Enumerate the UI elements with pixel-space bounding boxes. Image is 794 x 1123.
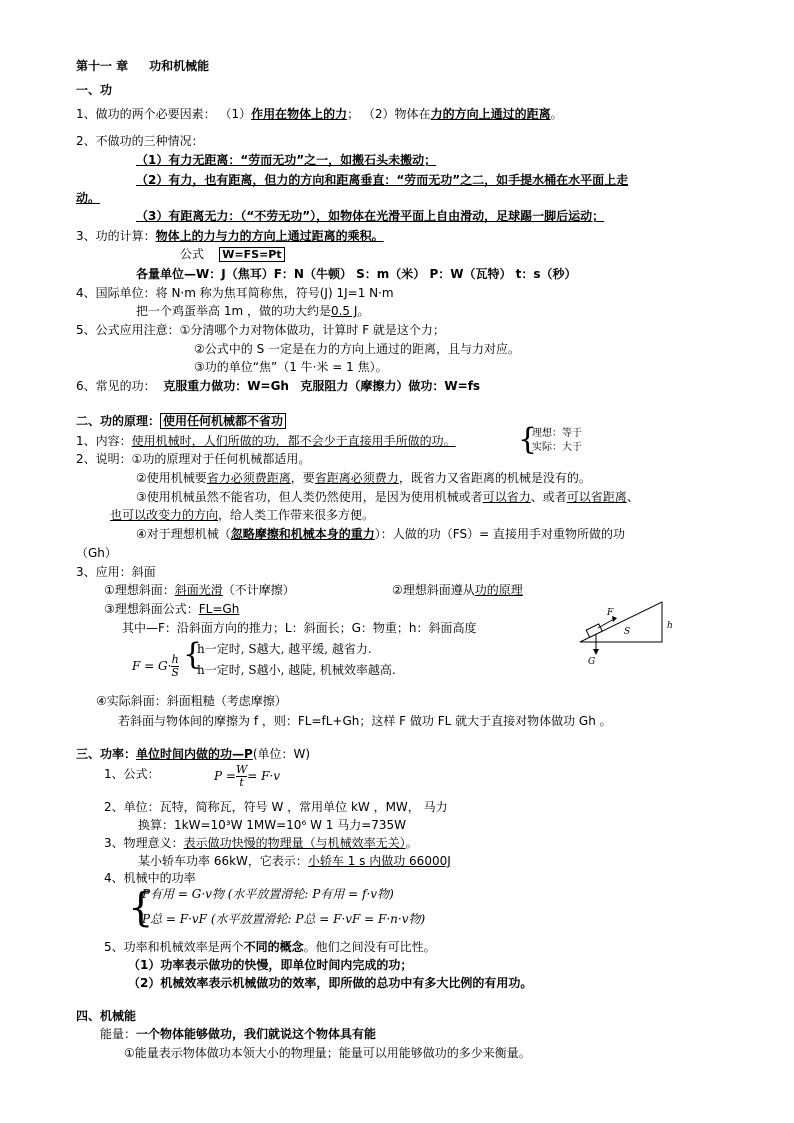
s3-line-7 (104, 939, 436, 955)
s2-line-2: 2、说明：①功的原理对于任何机械都适用。 (76, 452, 311, 466)
brace-icon: { (128, 885, 154, 931)
text: 、或者 (530, 490, 567, 504)
text: 。 (405, 836, 418, 850)
fraction (236, 764, 247, 789)
chapter-name: 功和机械能 (149, 59, 210, 73)
text: ②使用机械要 (136, 471, 207, 485)
text: 3、功的计算： (76, 229, 156, 243)
text: 。 (357, 304, 370, 318)
s2-line-1 (76, 433, 456, 449)
numerator: h (171, 653, 179, 666)
text: 6、常见的功： (76, 379, 156, 393)
text: 。他们之间没有可比性。 (303, 940, 436, 954)
text: ，既省力又省距离的机械是没有的。 (398, 471, 591, 485)
fig-label-G: G (588, 657, 596, 667)
block-icon (586, 624, 602, 637)
text: 把一个鸡蛋举高 1m ，做的功大约是 (136, 304, 331, 318)
s2-line-7: （Gh） (76, 546, 117, 560)
text: 某小轿车功率 66kW，它表示： (138, 854, 308, 868)
s2-line-8: 3、应用：斜面 (76, 565, 156, 579)
numerator: W (235, 763, 248, 776)
text: 。 (550, 107, 563, 121)
text: 1、内容： (76, 434, 132, 448)
s1-line-2: 2、不做功的三种情况： (76, 134, 204, 148)
text: = F·v (247, 769, 281, 783)
s2-line-3 (136, 470, 591, 486)
principle-box: 使用任何机械都不省功 (160, 413, 286, 429)
text: 单位时间内做的功—P (136, 747, 253, 761)
text: 忽略摩擦和机械本身的重力 (230, 527, 375, 541)
text: ③使用机械虽然不能省功，但人类仍然使用，是因为使用机械或者 (136, 490, 483, 504)
denominator: t (239, 776, 244, 789)
text: FL=Gh (198, 602, 240, 616)
text: 克服阻力（摩擦力）做功：W=fs (300, 379, 481, 393)
s3-line-4 (104, 835, 418, 851)
s3-line-2: 2、单位：瓦特，简称瓦，符号 W ，常用单位 kW ，MW， 马力 (104, 800, 448, 814)
side-note-ideal: 理想：等于 (532, 428, 582, 439)
gravity-arrowhead (593, 649, 599, 655)
text: 也可以改变力的方向 (110, 508, 219, 522)
brace-icon: { (518, 422, 538, 457)
incline-diagram (574, 598, 694, 670)
s3-line-6: 4、机械中的功率 (104, 871, 196, 885)
s3-line-9: （2）机械效率表示机械做功的效率，即所做的总功中有多大比例的有用功。 (128, 976, 533, 990)
s2-line-12: ④实际斜面：斜面粗糙（考虑摩擦） (96, 694, 287, 708)
s1-line-6 (76, 228, 384, 244)
text: 使用机械时，人们所做的功，都不会少于直接用手所做的功。 (131, 434, 456, 448)
s2-line-9 (104, 582, 295, 598)
s1-line-13: ③功的单位“焦”（1 牛·米 = 1 焦）。 (194, 360, 388, 374)
s3-line-8: （1）功率表示做功的快慢，即单位时间内完成的功； (128, 958, 413, 972)
s2-line-9-right (392, 582, 523, 598)
incline-formula-lhs (132, 654, 179, 679)
s4-line-1 (100, 1026, 376, 1042)
text: 物体上的力与力的方向上通过距离的乘积。 (155, 229, 384, 243)
chapter-title (76, 58, 209, 74)
text: 能量： (100, 1027, 137, 1041)
text: ③理想斜面公式： (104, 602, 199, 616)
text: 3、物理意义： (104, 836, 184, 850)
text: 作用在物体上的力 (251, 107, 348, 121)
text: 0.5 J (330, 304, 358, 318)
text: 力的方向上通过的距离 (430, 107, 551, 121)
incline-case-2: h一定时, S越小, 越陡, 机械效率越高. (197, 663, 396, 677)
s1-line-12: ②公式中的 S 一定是在力的方向上通过的距离，且与力对应。 (194, 342, 521, 356)
text: 1、做功的两个必要因素： （1） (76, 107, 252, 121)
s3-line-3: 换算：1kW=10³W 1MW=10⁶ W 1 马力=735W (138, 818, 407, 832)
text: （不计摩擦） (222, 583, 295, 597)
text: 二、功的原理： (76, 414, 161, 428)
text: 省距离必须费力 (314, 471, 399, 485)
formula-box: W=FS=Pt (219, 247, 284, 262)
text: 、 (626, 490, 639, 504)
s2-line-13: 若斜面与物体间的摩擦为 f ，则：FL=fL+Gh；这样 F 做功 FL 就大于直接对物体做功 Gh 。 (118, 714, 612, 728)
s1-line-3: （1）有力无距离：“劳而无功”之一，如搬石头未搬动； (136, 153, 437, 167)
fig-label-h: h (667, 621, 673, 631)
section-2-heading (76, 413, 286, 429)
s4-line-2: ①能量表示物体做功本领大小的物理量；能量可以用能够做功的多少来衡量。 (124, 1046, 531, 1060)
text: 表示做功快慢的物理量（与机械效率无关） (183, 836, 406, 850)
power-total-formula: P总 = F·vF (水平放置滑轮: P总 = F·vF = F·n·v物) (142, 912, 426, 926)
denominator: S (171, 666, 179, 679)
s1-line-4: （2）有力，也有距离，但力的方向和距离垂直：“劳而无功”之二，如手提水桶在水平面上走 (136, 173, 629, 187)
text: 省力必须费距离 (206, 471, 291, 485)
s1-line-9: 4、国际单位：将 N·m 称为焦耳简称焦，符号(J) 1J=1 N·m (76, 286, 394, 300)
text: 小轿车 1 s 内做功 66000J (307, 854, 451, 868)
text: 公式 (180, 247, 205, 261)
incline-case-1: h一定时, S越大, 越平缓, 越省力. (197, 642, 372, 656)
fig-label-S: S (624, 627, 631, 637)
section-1-heading: 一、功 (76, 83, 113, 97)
s1-line-8: 各量单位—W：J（焦耳）F：N（牛顿） S：m（米） P：W（瓦特） t：s（秒） (136, 267, 577, 281)
text: ）：人做的功（FS）= 直接用手对重物所做的功 (374, 527, 625, 541)
s1-line-10 (136, 303, 369, 319)
s3-line-1: 1、公式： (104, 767, 160, 781)
text: F = G· (132, 659, 172, 673)
side-note-actual: 实际：大于 (532, 442, 582, 453)
section-3-heading (76, 746, 310, 762)
brace-icon: { (183, 637, 203, 672)
s3-line-5 (138, 853, 451, 869)
power-formula (214, 764, 280, 789)
text: 不同的概念 (243, 940, 304, 954)
text: P = (214, 769, 236, 783)
text: 三、功率： (76, 747, 137, 761)
s2-line-10 (104, 601, 239, 617)
text: ，要 (290, 471, 315, 485)
text: 斜面光滑 (174, 583, 223, 597)
s2-line-5 (110, 507, 374, 523)
fig-label-F: F (607, 608, 614, 618)
s1-line-11: 5、公式应用注意：①分清哪个力对物体做功，计算时 F 就是这个力； (76, 323, 445, 337)
s2-line-4 (136, 489, 639, 505)
s2-line-11: 其中—F：沿斜面方向的推力；L：斜面长；G：物重；h：斜面高度 (122, 621, 477, 635)
s2-line-6 (136, 526, 625, 542)
fraction (171, 654, 179, 679)
s1-line-1 (76, 106, 563, 122)
text: (单位：W) (252, 747, 311, 761)
text: ①理想斜面： (104, 583, 175, 597)
s1-line-5: （3）有距离无力：（“不劳无功”），如物体在光滑平面上自由滑动，足球踢一脚后运动； (136, 209, 605, 223)
text: 一个物体能够做功，我们就说这个物体具有能 (136, 1027, 377, 1041)
text: 可以省距离 (566, 490, 627, 504)
text: 5、功率和机械效率是两个 (104, 940, 244, 954)
power-useful-formula: P有用 = G·v物 (水平放置滑轮: P有用 = f·v物) (142, 887, 394, 901)
text: ④对于理想机械（ (136, 527, 231, 541)
text: ，给人类工作带来很多方便。 (218, 508, 375, 522)
s1-line-4b: 动。 (76, 191, 101, 205)
s1-line-7 (180, 246, 285, 263)
text: ； （2）物体在 (347, 107, 431, 121)
text: 克服重力做功：W=Gh (163, 379, 289, 393)
text: 可以省力 (482, 490, 531, 504)
text: ②理想斜面遵从 (392, 583, 475, 597)
section-4-heading: 四、机械能 (76, 1009, 137, 1023)
chapter-number: 第十一 章 (76, 59, 129, 73)
text: 功的原理 (474, 583, 523, 597)
s1-line-14 (76, 378, 480, 394)
